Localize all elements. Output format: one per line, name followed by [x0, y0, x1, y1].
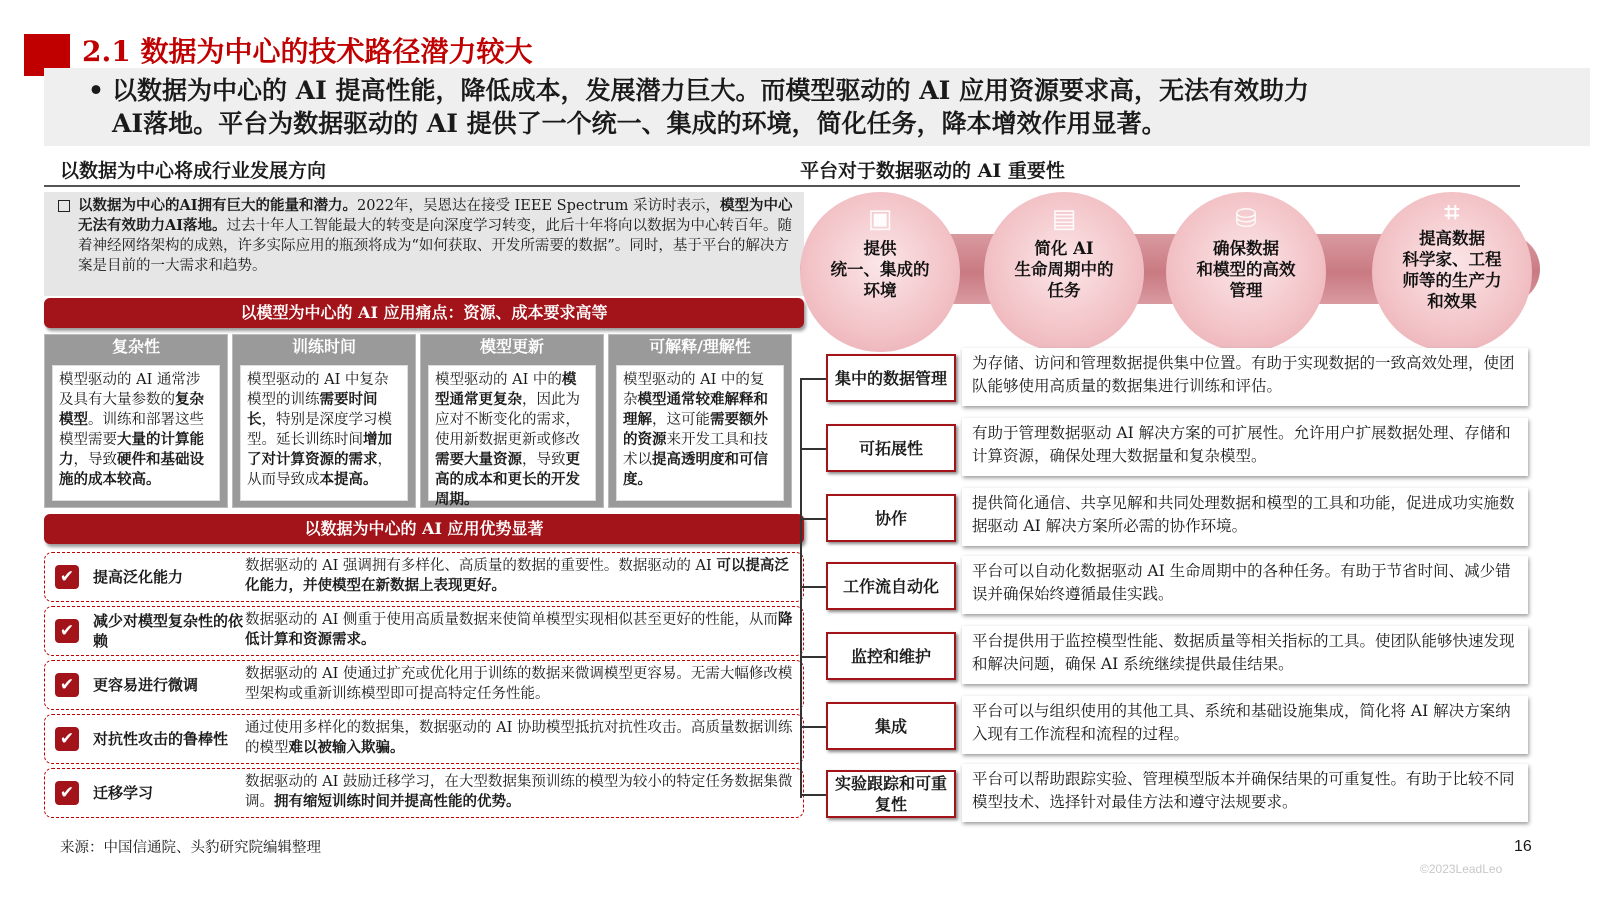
advantage-name-text: 对抗性攻击的鲁棒性	[93, 730, 229, 748]
feature-branch-line	[800, 378, 826, 380]
feature-tree-trunk	[800, 378, 802, 798]
advantage-row	[44, 660, 804, 710]
advantage-row	[44, 768, 804, 818]
source-note: 来源：中国信通院、头豹研究院编辑整理	[60, 840, 321, 856]
pain-card-highlight: 需要时间长	[247, 391, 378, 428]
feature-label: 协作	[874, 508, 907, 528]
pain-card-highlight: 复杂模型	[59, 391, 204, 428]
advantage-name	[93, 719, 243, 759]
advantage-desc	[245, 664, 801, 704]
pain-card-text: ，特别是深度学习模型。延长训练时间	[247, 412, 392, 448]
advantage-name-text: 提高泛化能力	[93, 568, 184, 586]
pain-card-highlight: 大量的计算能力	[59, 431, 204, 468]
benefit-circle-line: 科学家、工程	[1402, 250, 1502, 269]
feature-label-box	[826, 632, 956, 680]
page-number: 16	[1514, 838, 1532, 855]
checkmark-icon: ✔	[55, 727, 79, 751]
benefit-circle-line: 统一、集成的	[830, 260, 930, 279]
checkmark-icon: ✔	[55, 781, 79, 805]
advantage-highlight: 拥有缩短训练时间并提高性能的优势。	[274, 793, 521, 810]
advantage-name	[93, 611, 243, 651]
pain-card-text: 模型驱动的 AI 中复杂模型的训练	[247, 372, 389, 408]
left-section-heading: 以数据为中心将成行业发展方向	[60, 160, 327, 182]
pain-card	[420, 334, 604, 508]
pain-card-text: ，这可能	[652, 412, 710, 428]
intro-bold-2: 模型为中心无法有效助力AI落地。	[78, 197, 793, 234]
pain-card-highlight: 硬件和基础设施的成本较高。	[59, 451, 204, 488]
pain-card-highlight: 需要额外的资源	[623, 411, 768, 448]
watermark: ©2023LeadLeo	[1420, 862, 1503, 876]
checkbox-square-icon	[58, 200, 70, 212]
pain-card-body	[616, 365, 784, 501]
feature-branch-line	[800, 518, 826, 520]
advantage-text: 数据驱动的 AI 侧重于使用高质量数据来使简单模型实现相似甚至更好的性能，从而	[245, 612, 778, 628]
pain-card-text: ，因此为应对不断变化的需求，使用新数据更新或修改	[435, 392, 580, 448]
summary-line-2: AI落地。平台为数据驱动的 AI 提供了一个统一、集成的环境，简化任务，降本增效作用显著。	[112, 109, 1167, 138]
feature-label-box	[826, 770, 956, 818]
pain-card	[232, 334, 416, 508]
intro-bold-1: 以数据为中心的AI拥有巨大的能量和潜力。	[78, 197, 358, 214]
summary-band	[44, 68, 1590, 146]
left-heading-divider	[44, 185, 804, 187]
advantage-desc	[245, 610, 801, 650]
summary-bullet: •	[88, 76, 104, 105]
feature-label: 集中的数据管理	[834, 368, 947, 388]
benefit-circle-line: 和效果	[1427, 292, 1477, 311]
benefit-circle-line: 提供	[863, 239, 897, 258]
checkmark-icon: ✔	[55, 565, 79, 589]
pain-card-text: ，从而导致成	[247, 452, 392, 488]
benefit-circle-line: 管理	[1229, 281, 1263, 300]
feature-description: 平台提供用于监控模型性能、数据质量等相关指标的工具。使团队能够快速发现和解决问题，确保 AI 系统继续提供最佳结果。	[962, 626, 1528, 684]
advantage-name	[93, 665, 243, 705]
benefit-circle-line: 生命周期中的	[1014, 260, 1114, 279]
page-title: 2.1 数据为中心的技术路径潜力较大	[82, 35, 533, 68]
checkmark-icon: ✔	[55, 673, 79, 697]
pain-card-title: 复杂性	[45, 335, 227, 359]
advantage-highlight: 难以被输入欺骗。	[288, 739, 405, 756]
feature-branch-line	[800, 656, 826, 658]
advantage-desc	[245, 556, 801, 596]
feature-branch-line	[800, 448, 826, 450]
pain-card-highlight: 增加了对计算资源的需求	[247, 431, 392, 468]
feature-label-box	[826, 494, 956, 542]
advantage-name-text: 迁移学习	[93, 784, 154, 802]
analytics-icon: ⌗	[1444, 198, 1460, 228]
benefit-circle-line: 确保数据	[1213, 239, 1279, 258]
pain-card-highlight: 更高的成本和更长的开发周期。	[435, 451, 580, 508]
pain-card-title: 训练时间	[233, 335, 415, 359]
pain-card-body	[52, 365, 220, 501]
benefit-circle	[800, 192, 960, 352]
feature-description: 平台可以帮助跟踪实验、管理模型版本并确保结果的可重复性。有助于比较不同模型技术、选择针对最佳方法和遵守法规要求。	[962, 764, 1528, 822]
advantage-name-text: 减少对模型复杂性的依赖	[93, 612, 244, 650]
pain-card-text: ，导致	[522, 452, 566, 468]
advantage-highlight: 降低计算和资源需求。	[245, 611, 793, 648]
pain-card-text: 模型驱动的 AI 中的	[435, 372, 562, 388]
right-heading-divider	[800, 185, 1520, 187]
feature-label-box	[826, 702, 956, 750]
advantage-row	[44, 714, 804, 764]
intro-box	[44, 192, 804, 296]
advantage-row	[44, 606, 804, 656]
advantage-name-text: 更容易进行微调	[93, 676, 199, 694]
advantage-name	[93, 557, 243, 597]
feature-description: 平台可以与组织使用的其他工具、系统和基础设施集成，简化将 AI 解决方案纳入现有工作流程和流程的过程。	[962, 696, 1528, 754]
benefit-circle	[1372, 192, 1532, 352]
pain-card-highlight: 提高透明度和可信度。	[623, 451, 768, 488]
advantage-text: 数据驱动的 AI 使通过扩充或优化用于训练的数据来微调模型更容易。无需大幅修改模型架构或重新训练模型即可提高特定任务性能。	[245, 666, 793, 702]
intro-text-2: 过去十年人工智能最大的转变是向深度学习转变，此后十年将向以数据为中心转百年。随着神经网络架构的成熟，许多实际应用的瓶颈将成为“如何获取、开发所需要的数据”。同时，基于平台的解决方案是目前的一大需求和趋势。	[78, 218, 793, 274]
feature-label-box	[826, 562, 956, 610]
pain-points-banner: 以模型为中心的 AI 应用痛点：资源、成本要求高等	[44, 298, 804, 328]
right-section-heading: 平台对于数据驱动的 AI 重要性	[800, 160, 1065, 182]
feature-description: 有助于管理数据驱动 AI 解决方案的可扩展性。允许用户扩展数据处理、存储和计算资源，确保处理大数据量和复杂模型。	[962, 418, 1528, 476]
feature-label: 可拓展性	[858, 438, 923, 458]
pain-card-body	[240, 365, 408, 501]
feature-description: 为存储、访问和管理数据提供集中位置。有助于实现数据的一致高效处理，使团队能够使用高质量的数据集进行训练和评估。	[962, 348, 1528, 406]
feature-branch-line	[800, 726, 826, 728]
pain-card	[44, 334, 228, 508]
advantage-text: 数据驱动的 AI 强调拥有多样化、高质量的数据的重要性。数据驱动的 AI	[245, 558, 717, 574]
pain-card-highlight: 本提高。	[319, 471, 378, 488]
benefit-circle-line: 简化 AI	[1034, 239, 1094, 258]
pain-card-highlight: 模型通常较难解释和理解	[623, 391, 768, 428]
advantage-text: 数据驱动的 AI 鼓励迁移学习，在大型数据集预训练的模型为较小的特定任务数据集微调。	[245, 774, 793, 810]
benefit-circle-line: 师等的生产力	[1402, 271, 1502, 290]
pain-card-text: 。训练和部署这些模型需要	[59, 412, 204, 448]
intro-text-1: 2022年，吴恩达在接受 IEEE Spectrum 采访时表示，	[357, 198, 721, 214]
checkmark-icon: ✔	[55, 619, 79, 643]
advantage-desc	[245, 772, 801, 812]
feature-label-box	[826, 424, 956, 472]
feature-description: 平台可以自动化数据驱动 AI 生命周期中的各种任务。有助于节省时间、减少错误并确保始终遵循最佳实践。	[962, 556, 1528, 614]
feature-label: 监控和维护	[850, 646, 931, 666]
pain-card-text: 模型驱动的 AI 中的复杂	[623, 372, 765, 408]
chart-icon: ▤	[1051, 204, 1077, 234]
benefit-circle-line: 和模型的高效	[1196, 260, 1296, 279]
benefit-circle-line: 提高数据	[1419, 229, 1485, 248]
advantage-highlight: 可以提高泛化能力，并使模型在新数据上表现更好。	[245, 557, 789, 594]
advantage-row	[44, 552, 804, 602]
advantages-banner: 以数据为中心的 AI 应用优势显著	[44, 514, 804, 544]
pain-card-highlight: 模型通常更复杂	[435, 371, 577, 408]
pain-card-title: 模型更新	[421, 335, 603, 359]
pain-card-title: 可解释/理解性	[609, 335, 791, 359]
pain-card-text: 来开发工具和技术以	[623, 432, 768, 468]
pain-card	[608, 334, 792, 508]
feature-branch-line	[800, 586, 826, 588]
feature-label: 工作流自动化	[842, 576, 939, 596]
advantage-desc	[245, 718, 801, 758]
feature-label: 实验跟踪和可重复性	[834, 774, 947, 814]
feature-label-box	[826, 354, 956, 402]
benefit-circle-line: 环境	[863, 281, 897, 300]
database-icon: ⛁	[1235, 204, 1257, 234]
pain-card-text: ，导致	[73, 452, 117, 468]
pain-card-highlight: 需要大量资源	[435, 451, 522, 468]
feature-branch-line	[800, 794, 826, 796]
benefit-circle	[984, 192, 1144, 352]
pain-card-body	[428, 365, 596, 508]
pain-card-text: 模型驱动的 AI 通常涉及具有大量参数的	[59, 372, 201, 408]
advantage-text: 通过使用多样化的数据集，数据驱动的 AI 协助模型抵抗对抗性攻击。高质量数据训练的模型	[245, 720, 793, 756]
advantage-name	[93, 773, 243, 813]
feature-description: 提供简化通信、共享见解和共同处理数据和模型的工具和功能，促进成功实施数据驱动 AI 解决方案所必需的协作环境。	[962, 488, 1528, 546]
monitor-icon: ▣	[867, 204, 893, 234]
benefit-circle	[1166, 192, 1326, 352]
feature-label: 集成	[874, 716, 907, 736]
benefit-circle-line: 任务	[1047, 281, 1081, 300]
summary-line-1: 以数据为中心的 AI 提高性能，降低成本，发展潜力巨大。而模型驱动的 AI 应用资源要求高，无法有效助力	[112, 76, 1310, 105]
